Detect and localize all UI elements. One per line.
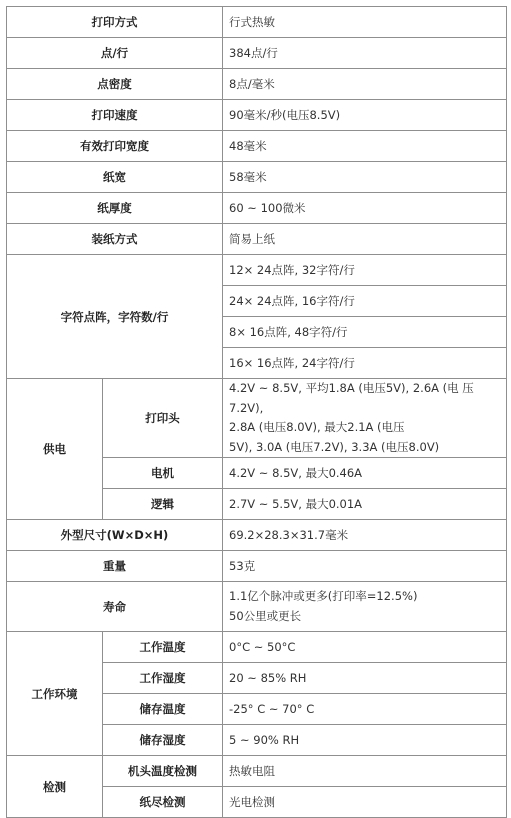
print-head-line: 2.8A (电压8.0V), 最大2.1A (电压: [229, 420, 405, 434]
row-label-power: 供电: [7, 379, 103, 520]
table-row: [7, 193, 507, 224]
row-label-print-width: 有效打印宽度: [7, 131, 223, 162]
row-value-paper-width: 58毫米: [223, 162, 507, 193]
table-row: [7, 255, 507, 286]
table-row: [7, 379, 507, 458]
row-value-op-temp: 0°C ~ 50°C: [223, 632, 507, 663]
row-label-logic: 逻辑: [103, 489, 223, 520]
table-row: [7, 7, 507, 38]
row-value-op-humidity: 20 ~ 85% RH: [223, 663, 507, 694]
table-row: [7, 131, 507, 162]
row-value-print-head: [223, 379, 507, 458]
row-label-paper-width: 纸宽: [7, 162, 223, 193]
table-row: [7, 224, 507, 255]
row-value-dot-density: 8点/毫米: [223, 69, 507, 100]
table-row: [7, 69, 507, 100]
row-value-paper-thickness: 60 ~ 100微米: [223, 193, 507, 224]
table-row: [7, 520, 507, 551]
row-value-logic: 2.7V ~ 5.5V, 最大0.01A: [223, 489, 507, 520]
row-value-weight: 53克: [223, 551, 507, 582]
row-label-weight: 重量: [7, 551, 223, 582]
table-row: [7, 582, 507, 632]
row-value-dots-per-line: 384点/行: [223, 38, 507, 69]
row-value-storage-temp: -25° C ~ 70° C: [223, 694, 507, 725]
row-label-head-temp: 机头温度检测: [103, 756, 223, 787]
row-value-paper-out: 光电检测: [223, 787, 507, 818]
row-label-motor: 电机: [103, 458, 223, 489]
row-value-print-speed: 90毫米/秒(电压8.5V): [223, 100, 507, 131]
row-value-paper-loading: 简易上纸: [223, 224, 507, 255]
table-row: [7, 756, 507, 787]
row-label-dots-per-line: 点/行: [7, 38, 223, 69]
row-value-head-temp: 热敏电阻: [223, 756, 507, 787]
table-row: [7, 162, 507, 193]
row-value-print-width: 48毫米: [223, 131, 507, 162]
spec-table: [6, 6, 507, 818]
row-label-storage-temp: 储存温度: [103, 694, 223, 725]
row-label-print-method: 打印方式: [7, 7, 223, 38]
row-label-print-head: 打印头: [103, 379, 223, 458]
row-label-paper-out: 纸尽检测: [103, 787, 223, 818]
row-value-print-method: 行式热敏: [223, 7, 507, 38]
row-label-char-matrix: 字符点阵，字符数/行: [7, 255, 223, 379]
row-label-op-humidity: 工作湿度: [103, 663, 223, 694]
row-value-lifetime: [223, 582, 507, 632]
row-label-paper-thickness: 纸厚度: [7, 193, 223, 224]
table-row: [7, 632, 507, 663]
lifetime-line: 50公里或更长: [229, 608, 302, 623]
row-label-op-temp: 工作温度: [103, 632, 223, 663]
row-label-environment: 工作环境: [7, 632, 103, 756]
lifetime-line: 1.1亿个脉冲或更多(打印率=12.5%): [229, 589, 418, 603]
row-label-print-speed: 打印速度: [7, 100, 223, 131]
print-head-line: 4.2V ~ 8.5V, 平均1.8A (电压5V), 2.6A (电 压7.2V),: [229, 381, 474, 415]
table-row: [7, 100, 507, 131]
char-matrix-value: 8× 16点阵, 48字符/行: [223, 317, 507, 348]
row-value-storage-humidity: 5 ~ 90% RH: [223, 725, 507, 756]
row-value-motor: 4.2V ~ 8.5V, 最大0.46A: [223, 458, 507, 489]
table-row: [7, 38, 507, 69]
table-row: [7, 551, 507, 582]
print-head-line: 5V), 3.0A (电压7.2V), 3.3A (电压8.0V): [229, 439, 440, 454]
row-label-paper-loading: 装纸方式: [7, 224, 223, 255]
char-matrix-value: 24× 24点阵, 16字符/行: [223, 286, 507, 317]
row-label-dot-density: 点密度: [7, 69, 223, 100]
char-matrix-value: 12× 24点阵, 32字符/行: [223, 255, 507, 286]
row-label-lifetime: 寿命: [7, 582, 223, 632]
row-value-dimensions: 69.2×28.3×31.7毫米: [223, 520, 507, 551]
row-label-dimensions: 外型尺寸(W×D×H): [7, 520, 223, 551]
row-label-detection: 检测: [7, 756, 103, 818]
char-matrix-value: 16× 16点阵, 24字符/行: [223, 348, 507, 379]
row-label-storage-humidity: 储存湿度: [103, 725, 223, 756]
